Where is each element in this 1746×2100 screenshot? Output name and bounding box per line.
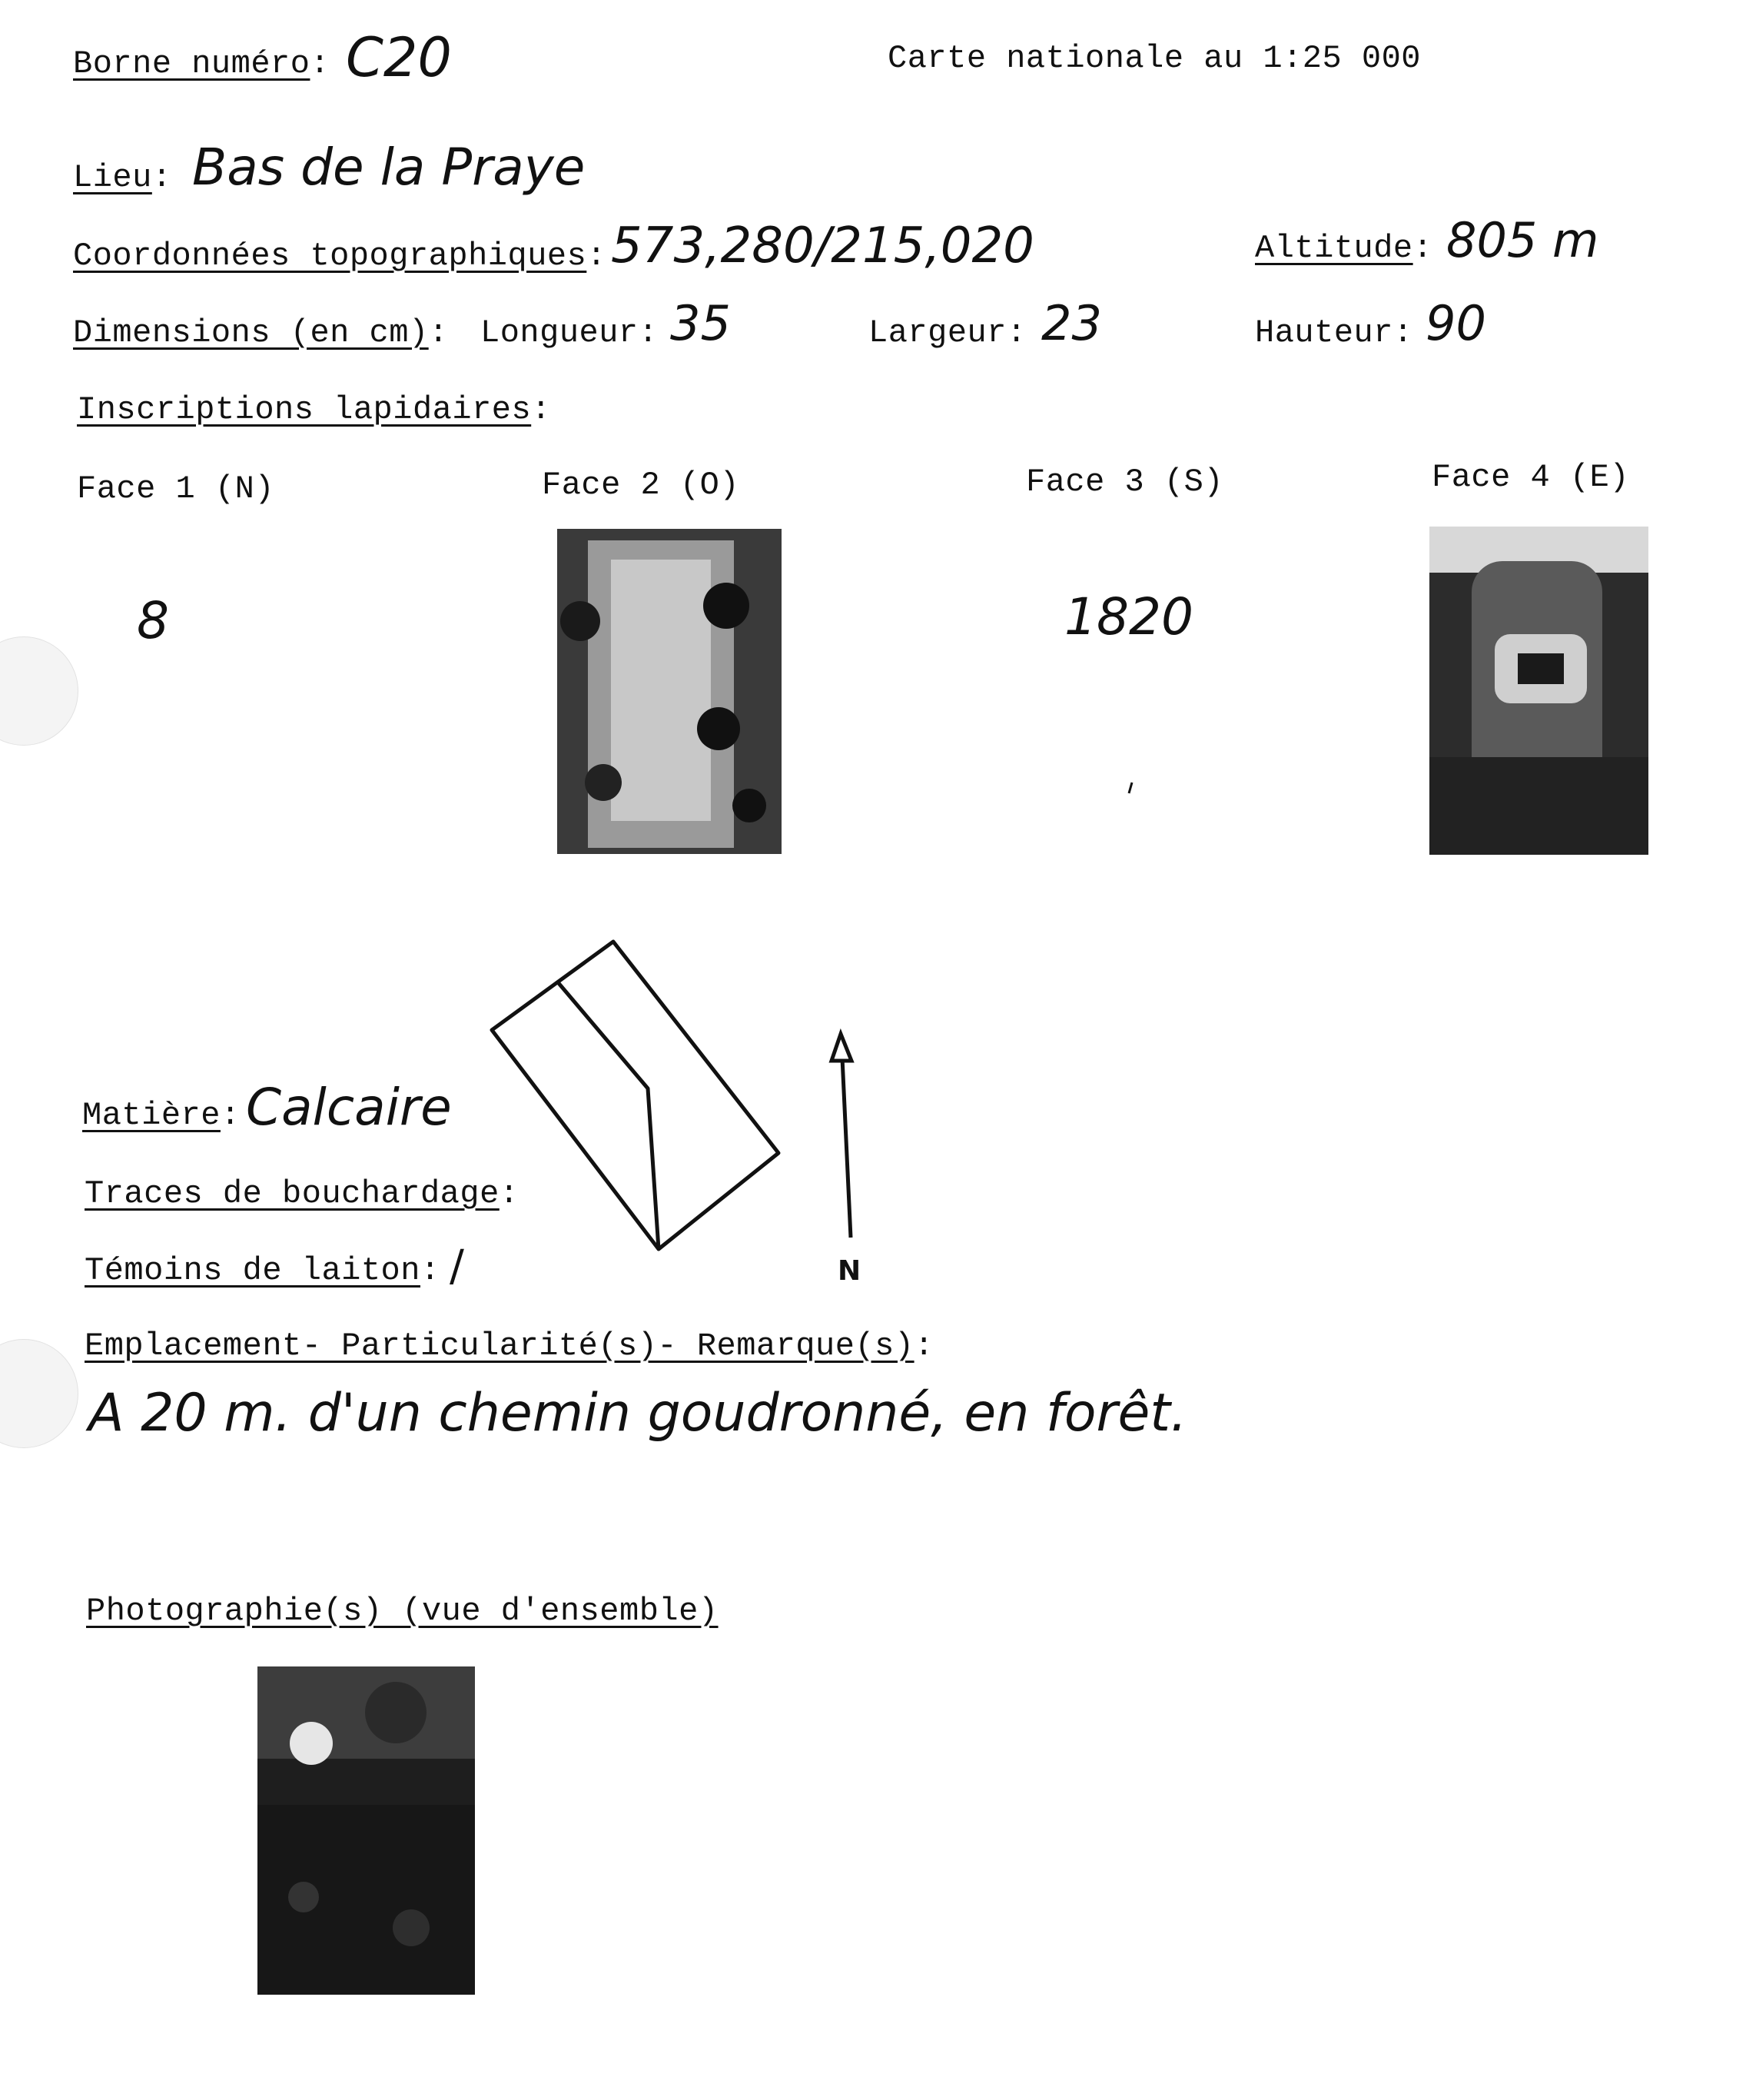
borne-number-value: C20	[346, 26, 452, 89]
coords-row: Coordonnées topographiques:	[73, 238, 607, 274]
face-4-label: Face 4 (E)	[1432, 459, 1630, 496]
photos-label-text: Photographie(s) (vue d'ensemble)	[86, 1593, 719, 1630]
overview-photo-texture	[257, 1666, 475, 1995]
borne-plan-shape	[492, 942, 778, 1249]
lieu-row: Lieu:	[73, 159, 172, 196]
emplacement-row: Emplacement- Particularité(s)- Remarque(s):	[85, 1327, 934, 1364]
bouchardage-label: Traces de bouchardage	[85, 1175, 500, 1212]
emplacement-value: A 20 m. d'un chemin goudronné, en forêt.	[88, 1383, 1187, 1444]
hauteur-label: Hauteur:	[1255, 314, 1413, 351]
face-1-inscription: 8	[137, 591, 169, 650]
inscriptions-label: Inscriptions lapidaires	[77, 391, 532, 428]
coords-label: Coordonnées topographiques	[73, 238, 587, 274]
face-2-label: Face 2 (O)	[542, 467, 740, 503]
largeur-value: 23	[1041, 295, 1102, 351]
dimensions-row: Dimensions (en cm):	[73, 314, 449, 351]
inscriptions-row: Inscriptions lapidaires:	[77, 391, 551, 428]
face-3-inscription: 1820	[1064, 587, 1193, 646]
north-label: N	[838, 1255, 861, 1287]
photos-label	[86, 1593, 719, 1630]
face-3-label: Face 3 (S)	[1026, 464, 1224, 500]
face-2-photo	[557, 529, 782, 854]
emplacement-label: Emplacement- Particularité(s)- Remarque(s)	[85, 1327, 914, 1364]
lieu-value: Bas de la Praye	[192, 138, 586, 197]
coords-value: 573,280/215,020	[611, 218, 1034, 274]
borne-plan-ridge	[558, 982, 659, 1249]
bouchardage-row: Traces de bouchardage:	[85, 1175, 519, 1212]
face-3-stray-mark	[1129, 783, 1132, 793]
altitude-row: Altitude:	[1255, 230, 1433, 267]
face-4-photo-texture	[1429, 527, 1648, 855]
borne-number-row: Borne numéro:	[73, 45, 330, 82]
hauteur-value: 90	[1426, 295, 1486, 351]
punch-hole-top	[0, 636, 78, 746]
matiere-value: Calcaire	[246, 1078, 452, 1137]
matiere-label: Matière	[82, 1097, 221, 1134]
carte-nationale: Carte nationale au 1:25 000	[888, 40, 1422, 77]
face-2-photo-texture	[557, 529, 782, 854]
largeur-label-text: Largeur	[868, 314, 1007, 351]
laiton-label: Témoins de laiton	[85, 1252, 420, 1289]
overview-photo	[257, 1666, 475, 1995]
face-4-photo	[1429, 527, 1648, 855]
borne-number-label: Borne numéro	[73, 45, 310, 82]
longueur-label: Longueur:	[480, 314, 659, 351]
dimensions-label: Dimensions (en cm)	[73, 314, 429, 351]
face-1-label: Face 1 (N)	[77, 470, 275, 507]
longueur-value: 35	[670, 295, 731, 351]
altitude-value: 805 m	[1446, 212, 1599, 268]
longueur-label-text: Longueur	[480, 314, 639, 351]
lieu-label: Lieu	[73, 159, 152, 196]
laiton-value: /	[450, 1241, 464, 1291]
laiton-row: Témoins de laiton:	[85, 1252, 440, 1289]
hauteur-label-text: Hauteur	[1255, 314, 1393, 351]
matiere-row: Matière:	[82, 1097, 241, 1134]
largeur-label: Largeur:	[868, 314, 1027, 351]
altitude-label: Altitude	[1255, 230, 1413, 267]
punch-hole-bottom	[0, 1339, 78, 1448]
north-arrow	[832, 1034, 851, 1238]
